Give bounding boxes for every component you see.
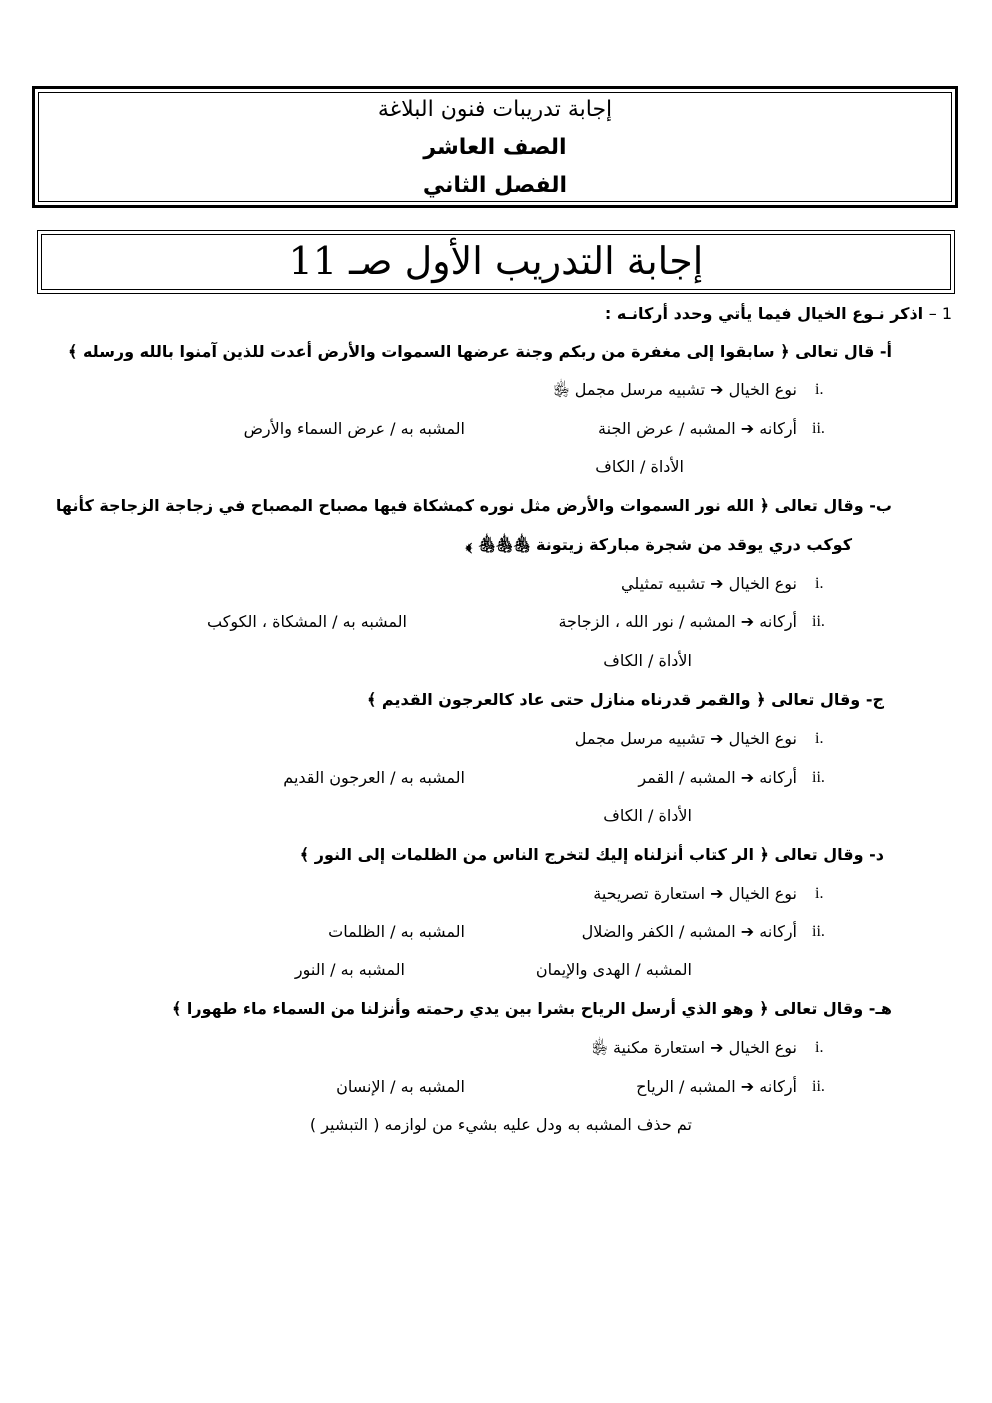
mushabbah: المشبه / القمر — [638, 768, 736, 787]
section-a-pillars — [598, 417, 797, 441]
section-e-verse-text: وقال تعالى ﴿ وهو الذي أرسل الرياح بشرا بين يدي رحمته وأنزلنا من السماء ماء طهورا ﴾ — [171, 999, 864, 1018]
roman-i: i. — [815, 885, 824, 902]
question-text: اذكر نـوع الخيال فيما يأتي وحدد أركانـه : — [604, 304, 924, 323]
section-e-type — [592, 1036, 797, 1060]
type-label: نوع الخيال — [728, 729, 797, 748]
arrow-icon: ➔ — [740, 1077, 755, 1096]
roman-ii: ii. — [812, 769, 825, 786]
section-d-type — [593, 882, 797, 906]
roman-i: i. — [815, 575, 824, 592]
mushabbah: المشبه / الكفر والضلال — [581, 922, 736, 941]
section-d-mushabbah-bih: المشبه به / الظلمات — [328, 922, 465, 941]
section-a-adah: الأداة / الكاف — [595, 457, 684, 476]
section-d-verse — [300, 843, 884, 867]
arrow-icon: ➔ — [710, 574, 724, 593]
section-b-mushabbah-bih: المشبه به / المشكاة ، الكوكب — [207, 612, 407, 631]
section-a-verse — [68, 340, 892, 364]
page-title: إجابة التدريب الأول صـ 11 — [288, 239, 704, 283]
type-label: نوع الخيال — [728, 574, 797, 593]
roman-ii: ii. — [812, 613, 825, 630]
section-e-label: هـ- — [868, 999, 892, 1018]
section-a-verse-text: قال تعالى ﴿ سابقوا إلى مغفرة من ربكم وجنة عرضها السموات والأرض أعدت للذين آمنوا بالله ورسله ﴾ — [68, 342, 875, 361]
roman-i: i. — [815, 1039, 824, 1056]
pillars-label: أركانه — [759, 612, 797, 631]
arrow-icon: ➔ — [740, 612, 755, 631]
roman-i: i. — [815, 730, 824, 747]
type-label: نوع الخيال — [728, 884, 797, 903]
type-value: استعارة مكنية ﵂ — [591, 1038, 706, 1057]
section-b-verse-line1 — [56, 494, 892, 518]
pillars-label: أركانه — [759, 1077, 797, 1096]
section-a-label: أ- — [879, 342, 892, 361]
type-value: تشبيه مرسل مجمل — [574, 729, 706, 748]
arrow-icon: ➔ — [710, 380, 724, 399]
section-b-label: ب- — [869, 496, 892, 515]
section-e-pillars — [636, 1075, 797, 1099]
section-c-pillars — [638, 766, 797, 790]
roman-ii: ii. — [812, 1078, 825, 1095]
section-d-mushabbah-2: المشبه / الهدى والإيمان — [535, 960, 692, 979]
mushabbah: المشبه / الرياح — [636, 1077, 736, 1096]
question-number: 1 – — [928, 304, 952, 323]
roman-i: i. — [815, 381, 824, 398]
title-box — [37, 230, 955, 294]
arrow-icon: ➔ — [710, 1038, 724, 1057]
header-box — [32, 86, 958, 208]
arrow-icon: ➔ — [740, 768, 755, 787]
type-value: تشبيه تمثيلي — [621, 574, 706, 593]
header-title: إجابة تدريبات فنون البلاغة — [377, 97, 613, 122]
section-b-adah: الأداة / الكاف — [603, 651, 692, 670]
mushabbah: المشبه / عرض الجنة — [598, 419, 736, 438]
arrow-icon: ➔ — [740, 419, 755, 438]
section-c-mushabbah-bih: المشبه به / العرجون القديم — [283, 768, 465, 787]
pillars-label: أركانه — [759, 768, 797, 787]
section-c-verse-text: وقال تعالى ﴿ والقمر قدرناه منازل حتى عاد كالعرجون القديم ﴾ — [366, 690, 861, 709]
section-c-adah: الأداة / الكاف — [603, 806, 692, 825]
roman-ii: ii. — [812, 420, 825, 437]
section-e-mushabbah-bih: المشبه به / الإنسان — [336, 1077, 465, 1096]
section-d-mushabbah-bih-2: المشبه به / النور — [294, 960, 405, 979]
section-b-type — [621, 572, 797, 596]
section-c-type — [575, 727, 797, 751]
type-label: نوع الخيال — [728, 380, 797, 399]
mushabbah: المشبه / نور الله ، الزجاجة — [558, 612, 736, 631]
section-c-verse — [367, 688, 884, 712]
section-d-verse-text: وقال تعالى ﴿ الر كتاب أنزلناه إليك لتخرج الناس من الظلمات إلى النور ﴾ — [299, 845, 864, 864]
section-a-mushabbah-bih: المشبه به / عرض السماء والأرض — [243, 419, 465, 438]
type-label: نوع الخيال — [728, 1038, 797, 1057]
header-semester: الفصل الثاني — [422, 173, 568, 198]
section-c-label: ج- — [865, 690, 884, 709]
header-grade: الصف العاشر — [423, 135, 567, 160]
arrow-icon: ➔ — [740, 922, 755, 941]
type-value: تشبيه مرسل مجمل ﵂ — [553, 380, 706, 399]
section-b-verse-line2: كوكب دري يوقد من شجرة مباركة زيتونة ﵃﵃﵃ ﴾ — [465, 535, 852, 554]
section-e-verse — [172, 997, 892, 1021]
pillars-label: أركانه — [759, 419, 797, 438]
section-e-note: تم حذف المشبه به ودل عليه بشيء من لوازمه ( التبشير ) — [309, 1115, 692, 1134]
arrow-icon: ➔ — [710, 884, 724, 903]
section-b-verse-text: وقال تعالى ﴿ الله نور السموات والأرض مثل نوره كمشكاة فيها مصباح المصباح في زجاجة الزجاجة كأنها — [55, 496, 864, 515]
question-heading — [605, 302, 952, 326]
pillars-label: أركانه — [759, 922, 797, 941]
arrow-icon: ➔ — [710, 729, 724, 748]
section-b-pillars — [558, 610, 797, 634]
type-value: استعارة تصريحية — [593, 884, 706, 903]
section-a-type — [554, 378, 798, 402]
roman-ii: ii. — [812, 923, 825, 940]
section-d-pillars — [582, 920, 797, 944]
section-d-label: د- — [869, 845, 884, 864]
